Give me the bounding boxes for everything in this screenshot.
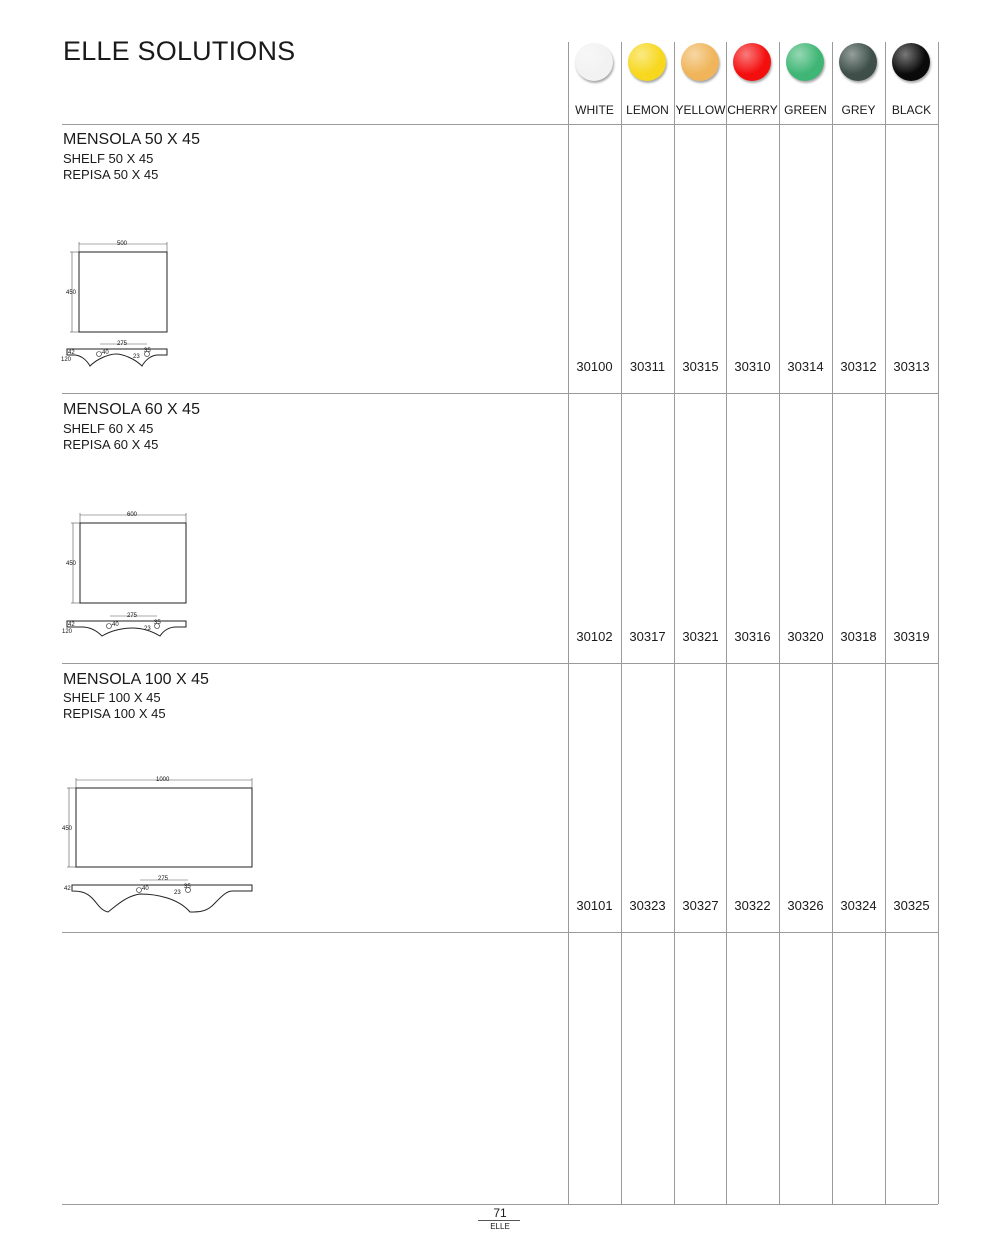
product-code-lemon: 30311 bbox=[629, 359, 666, 374]
width-label: 600 bbox=[127, 512, 138, 518]
product-code-lemon: 30323 bbox=[629, 898, 666, 913]
color-name-cherry: CHERRY bbox=[727, 103, 778, 117]
column-divider bbox=[779, 42, 780, 1204]
technical-drawing bbox=[60, 236, 180, 376]
row-divider bbox=[62, 1204, 938, 1205]
product-title: MENSOLA 50 X 45 bbox=[63, 131, 200, 148]
color-name-green: GREEN bbox=[784, 103, 827, 117]
product-subtitle-en: SHELF 50 X 45 bbox=[63, 151, 154, 166]
technical-drawing bbox=[60, 507, 200, 647]
column-divider bbox=[726, 42, 727, 1204]
height-label: 120 bbox=[62, 629, 73, 635]
product-code-lemon: 30317 bbox=[629, 629, 666, 644]
product-code-yellow: 30321 bbox=[682, 629, 719, 644]
column-divider bbox=[568, 42, 569, 1204]
row-divider bbox=[62, 124, 938, 125]
center-label: 275 bbox=[117, 341, 128, 347]
column-divider bbox=[885, 42, 886, 1204]
color-name-yellow: YELLOW bbox=[675, 103, 726, 117]
color-swatch-yellow bbox=[681, 43, 719, 81]
color-name-lemon: LEMON bbox=[626, 103, 669, 117]
product-code-white: 30100 bbox=[576, 359, 613, 374]
column-divider bbox=[621, 42, 622, 1204]
dim-c-label: 35 bbox=[154, 620, 161, 626]
dim-c-label: 35 bbox=[144, 348, 151, 354]
column-divider bbox=[938, 42, 939, 1204]
color-name-black: BLACK bbox=[891, 103, 932, 117]
dim-a-label: 40 bbox=[142, 886, 149, 892]
product-code-black: 30325 bbox=[893, 898, 930, 913]
product-code-grey: 30312 bbox=[840, 359, 877, 374]
depth-label: 450 bbox=[66, 290, 77, 296]
row-divider bbox=[62, 393, 938, 394]
color-swatch-black bbox=[892, 43, 930, 81]
column-divider bbox=[674, 42, 675, 1204]
width-label: 500 bbox=[117, 241, 128, 247]
column-divider bbox=[832, 42, 833, 1204]
product-code-white: 30101 bbox=[576, 898, 613, 913]
center-label: 275 bbox=[158, 876, 169, 882]
page-number-rule bbox=[478, 1220, 520, 1221]
product-code-yellow: 30327 bbox=[682, 898, 719, 913]
dim-a-label: 40 bbox=[112, 622, 119, 628]
row-divider bbox=[62, 663, 938, 664]
depth-label: 450 bbox=[66, 561, 77, 567]
product-title: MENSOLA 60 X 45 bbox=[63, 401, 200, 418]
dim-c-label: 35 bbox=[184, 884, 191, 890]
thickness-label: 42 bbox=[68, 622, 75, 628]
width-label: 1000 bbox=[156, 777, 170, 783]
product-code-yellow: 30315 bbox=[682, 359, 719, 374]
color-swatch-green bbox=[786, 43, 824, 81]
product-code-grey: 30324 bbox=[840, 898, 877, 913]
technical-drawing bbox=[60, 772, 260, 922]
color-name-grey: GREY bbox=[841, 103, 876, 117]
product-subtitle-es: REPISA 60 X 45 bbox=[63, 437, 159, 452]
product-subtitle-es: REPISA 50 X 45 bbox=[63, 167, 159, 182]
product-code-green: 30320 bbox=[787, 629, 824, 644]
page-number: 71 bbox=[493, 1206, 507, 1220]
page-title: ELLE SOLUTIONS bbox=[63, 36, 296, 66]
product-code-cherry: 30316 bbox=[734, 629, 771, 644]
product-code-black: 30319 bbox=[893, 629, 930, 644]
footer-brand: ELLE bbox=[490, 1222, 510, 1231]
color-swatch-cherry bbox=[733, 43, 771, 81]
color-swatch-grey bbox=[839, 43, 877, 81]
product-code-white: 30102 bbox=[576, 629, 613, 644]
depth-label: 450 bbox=[62, 826, 73, 832]
row-divider bbox=[62, 932, 938, 933]
center-label: 275 bbox=[127, 613, 138, 619]
dim-a-label: 40 bbox=[102, 350, 109, 356]
product-code-cherry: 30310 bbox=[734, 359, 771, 374]
product-code-grey: 30318 bbox=[840, 629, 877, 644]
product-code-green: 30314 bbox=[787, 359, 824, 374]
product-code-cherry: 30322 bbox=[734, 898, 771, 913]
color-name-white: WHITE bbox=[575, 103, 614, 117]
product-subtitle-es: REPISA 100 X 45 bbox=[63, 706, 166, 721]
color-swatch-lemon bbox=[628, 43, 666, 81]
product-subtitle-en: SHELF 100 X 45 bbox=[63, 690, 161, 705]
height-label: 120 bbox=[61, 357, 72, 363]
thickness-label: 42 bbox=[68, 350, 75, 356]
color-swatch-white bbox=[575, 43, 613, 81]
product-subtitle-en: SHELF 60 X 45 bbox=[63, 421, 154, 436]
dim-b-label: 23 bbox=[174, 890, 181, 896]
dim-b-label: 23 bbox=[144, 626, 151, 632]
product-code-black: 30313 bbox=[893, 359, 930, 374]
dim-b-label: 23 bbox=[133, 354, 140, 360]
product-code-green: 30326 bbox=[787, 898, 824, 913]
product-title: MENSOLA 100 X 45 bbox=[63, 671, 209, 688]
thickness-label: 42 bbox=[64, 886, 71, 892]
